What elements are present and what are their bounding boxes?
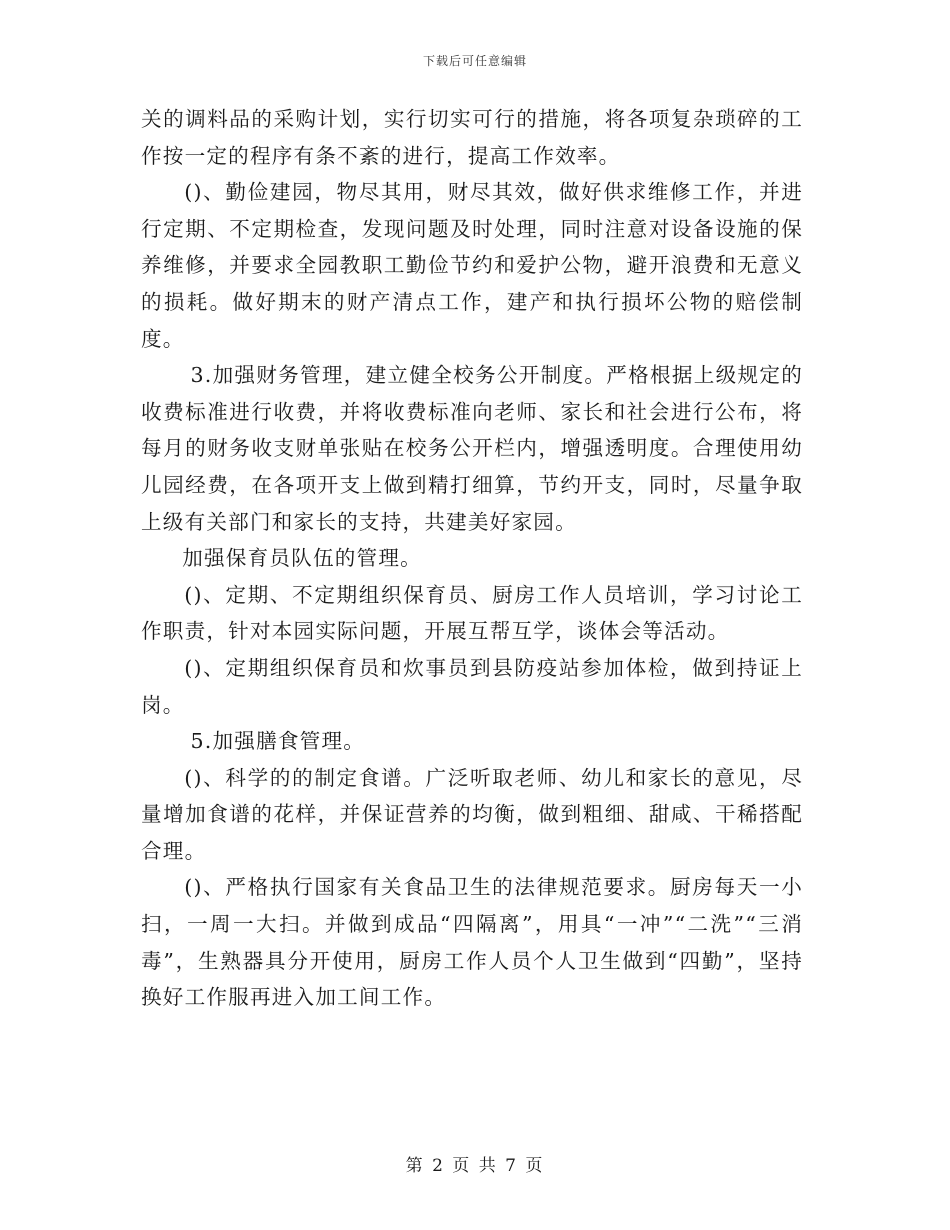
page-header: 下载后可任意编辑 bbox=[422, 54, 527, 68]
paragraph-food-hygiene: ()、严格执行国家有关食品卫生的法律规范要求。厨房每天一小扫，一周一大扫。并做到成品“四隔离”，用具“一冲”“二洗”“三消毒”，生熟器具分开使用，厨房工作人员个人卫生做到“四勤”，坚持换好工作服再进入加工间工作。 bbox=[141, 875, 803, 1010]
document-body bbox=[141, 101, 803, 1016]
paragraph-staff-training: ()、定期、不定期组织保育员、厨房工作人员培训，学习讨论工作职责，针对本园实际问题，开展互帮互学，谈体会等活动。 bbox=[141, 582, 803, 644]
paragraph-nursery-staff-heading: 加强保育员队伍的管理。 bbox=[182, 546, 422, 571]
paragraph-finance: 3.加强财务管理，建立健全校务公开制度。严格根据上级规定的收费标准进行收费，并将收费标准向老师、家长和社会进行公布，将每月的财务收支财单张贴在校务公开栏内，增强透明度。合理使用幼儿园经费，在各项开支上做到精打细算，节约开支，同时，尽量争取上级有关部门和家长的支持，共建美好家园。 bbox=[141, 363, 803, 534]
page-number: 第 2 页 共 7 页 bbox=[405, 1156, 545, 1176]
paragraph-maintenance: ()、勤俭建园，物尽其用，财尽其效，做好供求维修工作，并进行定期、不定期检查，发现问题及时处理，同时注意对设备设施的保养维修，并要求全园教职工勤俭节约和爱护公物，避开浪费和无意义的损耗。做好期末的财产清点工作，建产和执行损坏公物的赔偿制度。 bbox=[141, 180, 803, 351]
paragraph-recipe: ()、科学的的制定食谱。广泛听取老师、幼儿和家长的意见，尽量增加食谱的花样，并保证营养的均衡，做到粗细、甜咸、干稀搭配合理。 bbox=[141, 765, 803, 863]
paragraph-continued: 关的调料品的采购计划，实行切实可行的措施，将各项复杂琐碎的工作按一定的程序有条不紊的进行，提高工作效率。 bbox=[141, 107, 803, 168]
paragraph-health-check: ()、定期组织保育员和炊事员到县防疫站参加体检，做到持证上岗。 bbox=[141, 655, 803, 717]
paragraph-meal-heading: 5.加强膳食管理。 bbox=[190, 729, 366, 754]
